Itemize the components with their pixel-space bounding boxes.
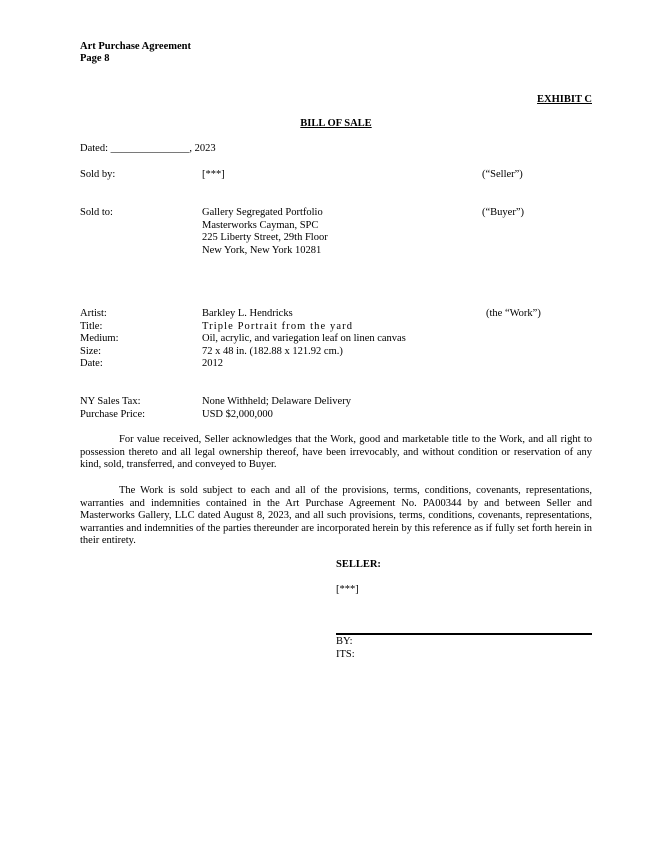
sold-to-line: Gallery Segregated Portfolio [202,207,323,218]
seller-role: (“Seller”) [482,169,523,180]
seller-heading: SELLER: [336,559,381,570]
dated-blank: _______________ [110,143,190,154]
size-value: 72 x 48 in. (182.88 x 121.92 cm.) [202,345,343,357]
dated-line [80,143,216,156]
dated-prefix: Dated: [80,143,111,154]
purchase-price-label: Purchase Price: [80,408,146,420]
sold-to-line: Masterworks Cayman, SPC [202,219,319,231]
sold-by-label: Sold by: [80,169,116,180]
size-label: Size: [80,345,101,357]
bill-of-sale-title: BILL OF SALE [300,118,372,129]
purchase-price-value: USD $2,000,000 [202,408,273,420]
buyer-role: (“Buyer”) [482,207,524,218]
seller-name: [***] [336,584,359,595]
artist-value: Barkley L. Hendricks [202,308,293,319]
its-label: ITS: [336,649,355,660]
medium-label: Medium: [80,333,119,345]
sales-tax-label: NY Sales Tax: [80,396,141,407]
paragraph-provisions: The Work is sold subject to each and all of the provisions, terms, conditions, covenants, representations, warranties and indemnities contained in the Art Purchase Agreement No. PA00344 by and between Seller and Masterworks Gallery, LLC dated August 8, 2023, and all such provisions, terms, conditions, covenants, representations, warranties and indemnities of the parties thereunder are incorporated herein by this reference as if fully set forth herein in their entirety. [80,485,592,547]
document-header-title: Art Purchase Agreement [80,41,191,52]
paragraph-acknowledgement: For value received, Seller acknowledges that the Work, good and marketable title to the Work, and all right to possession thereto and all legal ownership thereof, have been irrevocably, and without condition or reservation of any kind, sold, transferred, and conveyed to Buyer. [80,434,592,471]
dated-suffix: , 2023 [189,143,216,154]
sold-to-line: 225 Liberty Street, 29th Floor [202,232,328,244]
document-page-number: Page 8 [80,53,110,64]
exhibit-label: EXHIBIT C [537,94,592,105]
sales-tax-value: None Withheld; Delaware Delivery [202,396,351,407]
date-value: 2012 [202,358,223,370]
date-label: Date: [80,358,103,370]
sold-to-line: New York, New York 10281 [202,244,322,256]
artist-label: Artist: [80,308,107,319]
sold-to-label: Sold to: [80,207,113,218]
medium-value: Oil, acrylic, and variegation leaf on linen canvas [202,333,406,345]
sold-by-value: [***] [202,169,225,180]
title-label: Title: [80,320,103,332]
signature-line [336,633,592,635]
title-value: Triple Portrait from the yard [202,320,354,332]
by-label: BY: [336,636,353,647]
work-role: (the “Work”) [486,308,541,319]
